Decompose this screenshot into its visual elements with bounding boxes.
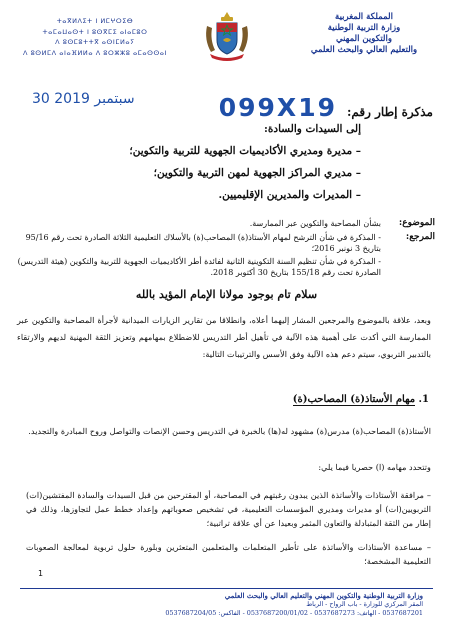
salutation: سلام تام بوجود مولانا الإمام المؤيد بالله xyxy=(135,288,318,301)
subject-and-references xyxy=(15,218,435,280)
ministry-name-tifinagh xyxy=(20,16,170,58)
page-number: 1 xyxy=(38,569,44,578)
mentor-definition: الأستاذ(ة) المصاحب(ة) مدرس(ة) مشهود له(ها) بالخبرة في التدريس وحسن الإنصات والتواصل وروح المبادرة والتجديد. xyxy=(28,426,431,436)
footer-divider xyxy=(20,588,433,589)
duties-list xyxy=(26,488,431,578)
addressee-item: – مديرة ومديري الأكاديميات الجهوية للتربية والتكوين؛ xyxy=(129,145,361,157)
section-heading xyxy=(293,394,429,405)
memo-number: 099X19 xyxy=(218,93,337,122)
coat-of-arms-icon xyxy=(202,10,252,62)
ministry-line: المملكة المغربية xyxy=(335,12,393,22)
reference-item: - المذكرة في شأن الترشح لمهام الأستاذ(ة) المصاحب(ة) بالأسلاك التعليمية الثلاثة الصادرة تحت رقم 95/16 بتاريخ 3 نونبر 2016؛ xyxy=(25,232,381,253)
ministry-line: ⵜⴰⵎⴰⵡⴰⵙⵜ ⵏ ⵓⵙⴳⵎⵉ ⴰⵏⴰⵎⵓⵔ xyxy=(42,27,148,36)
duties-intro: وتتحدد مهامه (ا) حصريا فيما يلي: xyxy=(318,462,431,472)
references-list xyxy=(15,232,381,280)
ministry-line: ⴷ ⵓⵙⵍⵎⴷ ⴰⵏⴰⴼⵍⵍⴰ ⴷ ⵓⵔⵣⵣⵓ ⴰⵎⴰⵙⵙⴰⵏ xyxy=(22,48,168,57)
duty-item: – مرافقة الأستاذات والأساتذة الذين يبدون رغبتهم في المصاحبة، أو المقترحين من قبل السيدات والسادة المفتشين(ات) التربويين(ات) أو مديرات ومديري المؤسسات التعليمية، في تشخيص صعوباتهم وإعداد خطط عمل لتجاوزها، وذلك في إطار من الثقة المتبادلة والتعاون المثمر وبعيدا عن أي علاقة تراتبية؛ xyxy=(26,490,431,528)
reference-item: - المذكرة في شأن تنظيم السنة التكوينية الثانية لفائدة أطر الأكاديميات الجهوية للتربية والتكوين (هيئة التدريس) الصادرة تحت رقم 155/18 بتاريخ 30 أكتوبر 2018. xyxy=(17,256,381,277)
footer-line: المقر المركزي للوزارة - باب الرواح - الرباط xyxy=(306,600,423,608)
references-label: المرجع: xyxy=(405,231,435,242)
intro-paragraph: وبعد، علاقة بالموضوع والمرجعين المشار إليهما أعلاه، وانطلاقا من تقارير الزيارات الميدانية لأجرأة المصاحبة والتكوين عبر الممارسة التي أكدت على أهمية هذه الآلية في تأهيل أطر التدريس للاضطلاع بمهامهم وتعزيز الثقة المهنية لديهم والارتقاء بالتدبير التربوي، سيتم دعم هذه الآلية وفق الأسس والترتيبات التالية: xyxy=(17,315,431,359)
subject-row xyxy=(15,218,435,230)
references-row xyxy=(15,232,435,280)
memo-date: 30 سبتمبر 2019 xyxy=(32,91,135,107)
memo-label: مذكرة إطار رقم: xyxy=(347,105,433,119)
footer xyxy=(123,591,423,618)
duty-item: – مساعدة الأستاذات والأساتذة على تأطير المتعلمات والمتعلمين المتعثرين وبلورة حلول تربوية لمعالجة الصعوبات التعليمية المشخصة؛ xyxy=(26,542,431,566)
footer-line: 0537687201 - الهاتف: 0537687273 - 0537687200/01/02 - الفاكس: 0537687204/05 xyxy=(165,609,423,617)
ministry-line: والتعليم العالي والبحث العلمي xyxy=(310,45,418,55)
addressee-item: – المديرات والمديرين الإقليميين. xyxy=(218,189,361,201)
addressees xyxy=(61,118,361,206)
ministry-line: وزارة التربية الوطنية xyxy=(327,23,401,33)
subject-label: الموضوع: xyxy=(398,218,435,228)
ministry-name-arabic xyxy=(289,12,439,56)
ministry-line: ⵜⴰⴳⵍⴷⵉⵜ ⵏ ⵍⵎⵖⵔⵉⴱ xyxy=(56,17,134,25)
section-title: مهام الأستاذ(ة) المصاحب(ة) xyxy=(292,394,416,405)
addressee-item: – مديري المراكز الجهوية لمهن التربية والتكوين؛ xyxy=(153,167,361,179)
section-number: 1. xyxy=(418,394,429,405)
ministry-line: ⴷ ⵓⵙⵎⵓⵜⵜⴳ ⴰⵙⵏⵎⵍⴰⵢ xyxy=(55,38,135,46)
footer-line: وزارة التربية الوطنية والتكوين المهني والتعليم العالي والبحث العلمي xyxy=(224,591,423,600)
ministry-line: والتكوين المهني xyxy=(336,34,392,44)
addressees-greeting: إلى السيدات والسادة: xyxy=(264,123,361,135)
subject-text: بشأن المصاحبة والتكوين عبر الممارسة. xyxy=(249,219,381,228)
